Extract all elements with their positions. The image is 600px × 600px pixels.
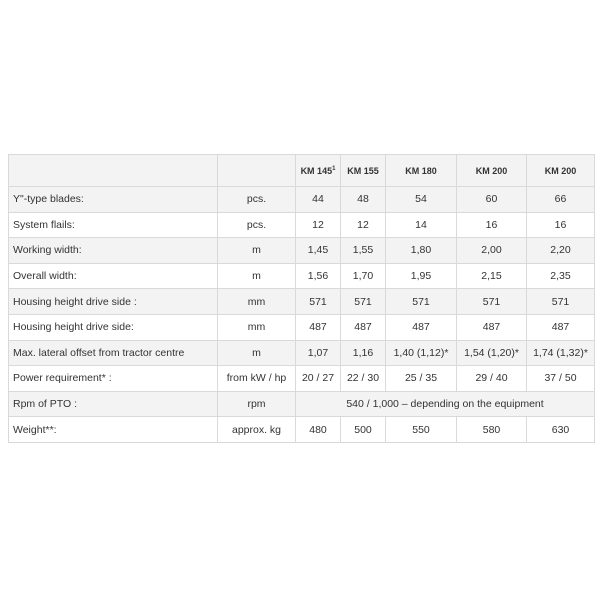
row-unit: approx. kg [218,417,296,443]
value-cell: 487 [296,314,341,340]
row-label: Housing height drive side: [9,314,218,340]
row-unit: mm [218,314,296,340]
table-row [9,314,595,340]
value-cell: 571 [386,289,457,315]
table-row [9,187,595,213]
table-row [9,340,595,366]
value-cell: 37 / 50 [527,366,595,392]
row-unit: m [218,340,296,366]
value-cell: 2,15 [457,263,527,289]
row-label: Weight**: [9,417,218,443]
table-row [9,263,595,289]
row-unit: m [218,238,296,264]
value-cell: 1,16 [341,340,386,366]
row-label: Housing height drive side : [9,289,218,315]
value-cell: 1,56 [296,263,341,289]
value-cell: 2,00 [457,238,527,264]
table-row [9,238,595,264]
value-cell: 1,70 [341,263,386,289]
spec-table [8,154,595,443]
row-unit: pcs. [218,212,296,238]
value-cell: 1,74 (1,32)* [527,340,595,366]
model-name: KM 145 [300,165,333,176]
header-model-cell [296,155,341,187]
table-row [9,212,595,238]
table-row [9,417,595,443]
value-cell: 1,80 [386,238,457,264]
row-label: Overall width: [9,263,218,289]
header-unit-cell [218,155,296,187]
value-cell: 22 / 30 [341,366,386,392]
model-name: KM 200 [475,165,508,176]
value-cell: 630 [527,417,595,443]
value-cell: 12 [341,212,386,238]
value-cell: 16 [457,212,527,238]
table-row [9,366,595,392]
header-model-cell [457,155,527,187]
row-unit: from kW / hp [218,366,296,392]
value-cell: 29 / 40 [457,366,527,392]
value-cell: 2,35 [527,263,595,289]
row-label: System flails: [9,212,218,238]
value-cell: 1,95 [386,263,457,289]
row-unit: m [218,263,296,289]
value-cell: 44 [296,187,341,213]
value-cell: 487 [457,314,527,340]
row-unit: mm [218,289,296,315]
row-label: Working width: [9,238,218,264]
model-name: KM 200 [544,165,577,176]
value-cell: 66 [527,187,595,213]
value-cell: 571 [527,289,595,315]
header-model-cell [527,155,595,187]
value-cell: 480 [296,417,341,443]
row-unit: pcs. [218,187,296,213]
model-name: KM 155 [347,165,379,176]
value-cell: 1,55 [341,238,386,264]
value-cell: 20 / 27 [296,366,341,392]
value-cell: 14 [386,212,457,238]
value-cell: 1,54 (1,20)* [457,340,527,366]
merged-value-cell: 540 / 1,000 – depending on the equipment [296,391,595,417]
value-cell: 16 [527,212,595,238]
row-label: Max. lateral offset from tractor centre [9,340,218,366]
row-label: Power requirement* : [9,366,218,392]
value-cell: 48 [341,187,386,213]
value-cell: 60 [457,187,527,213]
row-label: Y"-type blades: [9,187,218,213]
value-cell: 487 [341,314,386,340]
value-cell: 500 [341,417,386,443]
value-cell: 54 [386,187,457,213]
row-unit: rpm [218,391,296,417]
header-model-cell [386,155,457,187]
value-cell: 1,40 (1,12)* [386,340,457,366]
value-cell: 580 [457,417,527,443]
model-name: KM 180 [405,165,437,176]
value-cell: 571 [296,289,341,315]
header-model-cell [341,155,386,187]
value-cell: 487 [527,314,595,340]
table-row [9,289,595,315]
model-footnote-mark: 1 [332,165,336,172]
value-cell: 487 [386,314,457,340]
value-cell: 2,20 [527,238,595,264]
value-cell: 571 [341,289,386,315]
value-cell: 1,07 [296,340,341,366]
row-label: Rpm of PTO : [9,391,218,417]
value-cell: 550 [386,417,457,443]
value-cell: 1,45 [296,238,341,264]
header-label-cell [9,155,218,187]
value-cell: 25 / 35 [386,366,457,392]
header-row [9,155,595,187]
value-cell: 12 [296,212,341,238]
value-cell: 571 [457,289,527,315]
table-row [9,391,595,417]
